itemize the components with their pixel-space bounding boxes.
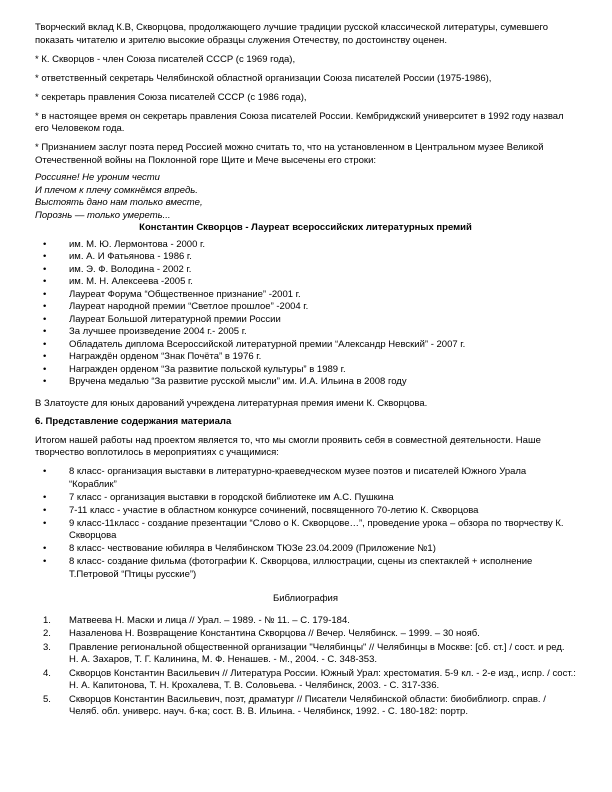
verse-line: Россияне! Не уроним чести xyxy=(35,172,160,183)
list-item: • За лучшее произведение 2004 г.- 2005 г. xyxy=(35,326,576,339)
zlatoust-paragraph: В Златоусте для юных дарований учреждена литературная премия имени К. Скворцова. xyxy=(35,397,428,409)
list-item: • Награждён орденом “Знак Почёта” в 1976 г. xyxy=(35,351,576,364)
list-item: • 8 класс- создание фильма (фотографии К. Скворцова, иллюстрации, сцены из спектаклей + исполнение Т.Петровой “Птицы русские”) xyxy=(35,556,576,581)
list-item: • 8 класс- чествование юбиляра в Челябинском ТЮЗе 23.04.2009 (Приложение №1) xyxy=(35,543,576,556)
item-text: Матвеева Н. Маски и лица // Урал. – 1989. - № 11. – С. 179-184. xyxy=(69,614,350,626)
list-item: • Вручена медалью “За развитие русской мысли” им. И.А. Ильина в 2008 году xyxy=(35,376,576,389)
awards-list xyxy=(35,239,576,389)
item-text: Скворцов Константин Васильевич, поэт, драматург // Писатели Челябинской области: биобиблиогр. справ. / Челяб. обл. универс. науч. б-ка; сост. В. В. Ильина. - Челябинск, 1992. - С. 180-182: портр. xyxy=(69,693,546,717)
item-number: 2. xyxy=(43,628,51,639)
verse-line: И плечом к плечу сомкнёмся впредь. xyxy=(35,184,198,196)
intro-paragraph: Творческий вклад К.В, Скворцова, продолжающего лучшие традиции русской классической литературы, сумевшего показать читателю и зрителю высокие образцы служения Отечеству, по достоинству оценен. xyxy=(35,22,549,46)
list-item: • 8 класс- организация выставки в литературно-краеведческом музее поэтов и писателей Южного Урала “Кораблик” xyxy=(35,466,576,491)
awards-heading: Константин Скворцов - Лауреат всероссийских литературных премий xyxy=(139,222,472,233)
section-title: 6. Представление содержания материала xyxy=(35,416,232,427)
list-item: • 7 класс - организация выставки в городской библиотеке им А.С. Пушкина xyxy=(35,492,576,505)
list-item: • 7-11 класс - участие в областном конкурсе сочинений, посвященного 70-летию К. Скворцова xyxy=(35,505,576,518)
section-intro: Итогом нашей работы над проектом является то, что мы смогли проявить себя в совместной деятельности. Наше творчество воплотилось в мероприятиях с учащимися: xyxy=(35,434,541,458)
bibliography-item xyxy=(35,628,576,641)
item-text: Скворцов Константин Васильевич // Литература России. Южный Урал: хрестоматия. 5-9 кл. - 2-е изд., испр. / сост.: Н. А. Капитонова, Т. Н. Крохалева, Т. В. Соловьева. - Челябинск, 2003. - С. 317-336. xyxy=(69,667,576,691)
item-number: 4. xyxy=(43,667,51,679)
intro-fact-secretary: * ответственный секретарь Челябинской областной организации Союза писателей России (1975-1986), xyxy=(35,72,492,84)
bibliography-item xyxy=(35,642,576,667)
bibliography-item xyxy=(35,615,576,628)
bibliography-item xyxy=(35,668,576,693)
bibliography-item xyxy=(35,694,576,719)
item-number: 5. xyxy=(43,693,51,705)
bibliography-list xyxy=(35,615,576,719)
list-item: • Обладатель диплома Всероссийской литературной премии “Александр Невский” - 2007 г. xyxy=(35,339,576,352)
intro-fact-member: * К. Скворцов - член Союза писателей СССР (с 1969 года), xyxy=(35,53,296,65)
verse-line: Выстоять дано нам только вместе, xyxy=(35,197,203,208)
intro-fact-recognition: * Признанием заслуг поэта перед Россией можно считать то, что на установленном в Центральном музее Великой Отечественной войны на Поклонной горе Щите и Мече высечены его строки: xyxy=(35,142,544,166)
list-item: • Награжден орденом “За развитие польской культуры” в 1989 г. xyxy=(35,364,576,377)
list-item: • им. Э. Ф. Володина - 2002 г. xyxy=(35,264,576,277)
intro-fact-board: * секретарь правления Союза писателей СССР (с 1986 года), xyxy=(35,91,307,103)
activities-list xyxy=(35,466,576,581)
bibliography-title: Библиография xyxy=(273,593,338,604)
list-item: • Лауреат Форума “Общественное признание” -2001 г. xyxy=(35,289,576,302)
list-item: • им. М. Н. Алексеева -2005 г. xyxy=(35,276,576,289)
list-item: • 9 класс-11класс - создание презентации “Слово о К. Скворцове…”, проведение урока – обзора по творчеству К. Скворцова xyxy=(35,518,576,543)
verse-line: Порознь — только умереть... xyxy=(35,209,171,221)
list-item: • Лауреат народной премии “Светлое прошлое” -2004 г. xyxy=(35,301,576,314)
list-item: • Лауреат Большой литературной премии России xyxy=(35,314,576,327)
item-number: 1. xyxy=(43,614,51,626)
item-text: Правление региональной общественной организации "Челябинцы" // Челябинцы в Москве: [сб. ст.] / сост. и ред. Н. А. Захаров, Т. Г. Калинина, М. Ф. Ненашев. - М., 2004. - С. 348-353. xyxy=(69,641,565,665)
item-text: Назаленова Н. Возвращение Константина Скворцова // Вечер. Челябинск. – 1999. – 30 нояб. xyxy=(69,628,480,639)
intro-fact-current: * в настоящее время он секретарь правления Союза писателей России. Кембриджский университет в 1992 году назвал его Человеком года. xyxy=(35,110,564,134)
poem-verse xyxy=(35,172,576,222)
list-item: • им. А. И Фатьянова - 1986 г. xyxy=(35,251,576,264)
item-number: 3. xyxy=(43,641,51,653)
list-item: • им. М. Ю. Лермонтова - 2000 г. xyxy=(35,239,576,252)
